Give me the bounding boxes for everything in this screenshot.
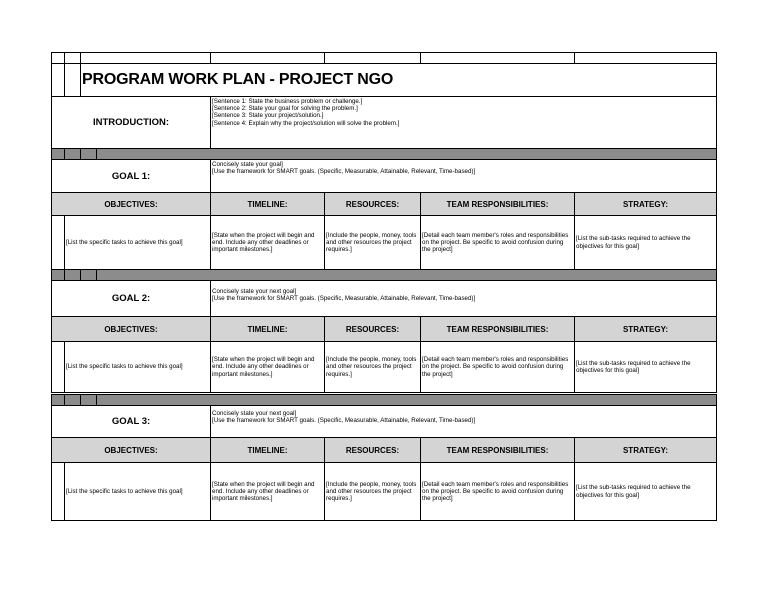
goal-description	[210, 159, 717, 193]
header-text: RESOURCES:	[345, 199, 400, 209]
header-text: TEAM RESPONSIBILITIES:	[446, 324, 549, 334]
header-strategy	[574, 192, 717, 216]
header-text: OBJECTIVES:	[104, 324, 158, 334]
cell-text: [List the specific tasks to achieve this goal]	[66, 487, 183, 495]
timeline-cell	[210, 215, 325, 270]
goal-line: Concisely state your goal]	[212, 161, 283, 168]
cell-text: [List the specific tasks to achieve this goal]	[66, 363, 183, 371]
team-cell	[420, 341, 575, 393]
timeline-cell	[210, 341, 325, 393]
introduction-text	[210, 96, 717, 149]
cell-text: [Detail each team member's roles and responsibilities on the project. Be specific to avoid confusion during the project]	[422, 231, 569, 254]
goal-label-text: GOAL 1:	[111, 170, 151, 182]
cell-text: [List the specific tasks to achieve this goal]	[66, 238, 183, 246]
goal-line: [Use the framework for SMART goals. (Specific, Measurable, Attainable, Relevant, Time-based)]	[212, 295, 476, 303]
cell-text: [State when the project will begin and end. Include any other deadlines or important milestones.]	[212, 480, 315, 503]
resources-cell	[324, 215, 421, 270]
grid-cell	[51, 63, 65, 97]
header-objectives	[51, 437, 211, 463]
header-team	[420, 192, 575, 216]
strategy-cell	[574, 215, 717, 270]
strategy-cell	[574, 341, 717, 393]
header-text: OBJECTIVES:	[104, 445, 158, 455]
header-team	[420, 316, 575, 342]
header-objectives	[51, 316, 211, 342]
header-objectives	[51, 192, 211, 216]
goal-label	[51, 159, 211, 193]
cell-text: [Detail each team member's roles and responsibilities on the project. Be specific to avoid confusion during the project]	[422, 356, 569, 378]
grid-cell	[51, 462, 65, 521]
header-text: OBJECTIVES:	[104, 199, 158, 209]
goal-label-text: GOAL 3:	[111, 416, 151, 427]
header-timeline	[210, 437, 325, 463]
header-timeline	[210, 192, 325, 216]
page-title-text: PROGRAM WORK PLAN - PROJECT NGO	[82, 71, 394, 88]
cell-text: [List the sub-tasks required to achieve the objectives for this goal]	[576, 359, 691, 374]
header-text: RESOURCES:	[345, 324, 400, 334]
header-text: TIMELINE:	[247, 445, 288, 455]
goal-label-text: GOAL 2:	[111, 293, 151, 304]
introduction-line: [Sentence 3: State your project/solution.]	[212, 112, 324, 120]
goal-description	[210, 405, 717, 438]
goal-line: [Use the framework for SMART goals. (Specific, Measurable, Attainable, Relevant, Time-based)]	[212, 168, 476, 176]
header-text: RESOURCES:	[345, 445, 400, 455]
resources-cell	[324, 462, 421, 521]
goal-line: Concisely state your next goal]	[212, 288, 297, 295]
header-strategy	[574, 316, 717, 342]
cell-text: [List the sub-tasks required to achieve the objectives for this goal]	[576, 235, 691, 250]
header-text: TIMELINE:	[247, 324, 288, 334]
header-text: TIMELINE:	[247, 199, 288, 209]
cell-text: [Include the people, money, tools and other resources the project requires.]	[326, 356, 417, 378]
cell-text: [State when the project will begin and end. Include any other deadlines or important milestones.]	[212, 356, 315, 378]
timeline-cell	[210, 462, 325, 521]
grid-cell	[64, 63, 81, 97]
introduction-line: [Sentence 1: State the business problem or challenge.]	[212, 98, 363, 105]
header-timeline	[210, 316, 325, 342]
cell-text: [Include the people, money, tools and other resources the project requires.]	[326, 231, 417, 254]
header-text: STRATEGY:	[622, 324, 669, 334]
header-strategy	[574, 437, 717, 463]
cell-text: [Include the people, money, tools and other resources the project requires.]	[326, 480, 417, 503]
objectives-cell	[64, 215, 211, 270]
header-text: STRATEGY:	[622, 199, 669, 209]
goal-label	[51, 280, 211, 317]
objectives-cell	[64, 462, 211, 521]
introduction-line: [Sentence 4: Explain why the project/solution will solve the problem.]	[212, 119, 400, 127]
introduction-label-text: INTRODUCTION:	[93, 117, 169, 128]
goal-line: Concisely state your next goal]	[212, 410, 297, 417]
work-plan-sheet	[51, 52, 717, 521]
cell-text: [State when the project will begin and end. Include any other deadlines or important milestones.]	[212, 231, 315, 254]
strategy-cell	[574, 462, 717, 521]
introduction-line: [Sentence 2: State your goal for solving the problem.]	[212, 105, 358, 113]
header-text: TEAM RESPONSIBILITIES:	[446, 445, 549, 455]
page-title	[80, 63, 717, 97]
header-text: TEAM RESPONSIBILITIES:	[446, 199, 549, 209]
header-resources	[324, 192, 421, 216]
grid-cell	[51, 341, 65, 393]
grid-cell	[51, 215, 65, 270]
cell-text: [List the sub-tasks required to achieve the objectives for this goal]	[576, 484, 691, 499]
resources-cell	[324, 341, 421, 393]
goal-line: [Use the framework for SMART goals. (Specific, Measurable, Attainable, Relevant, Time-based)]	[212, 417, 476, 425]
team-cell	[420, 215, 575, 270]
goal-description	[210, 280, 717, 317]
header-resources	[324, 437, 421, 463]
objectives-cell	[64, 341, 211, 393]
goal-label	[51, 405, 211, 438]
header-resources	[324, 316, 421, 342]
cell-text: [Detail each team member's roles and responsibilities on the project. Be specific to avoid confusion during the project]	[422, 480, 569, 503]
team-cell	[420, 462, 575, 521]
introduction-label	[51, 96, 211, 149]
header-text: STRATEGY:	[622, 445, 669, 455]
header-team	[420, 437, 575, 463]
